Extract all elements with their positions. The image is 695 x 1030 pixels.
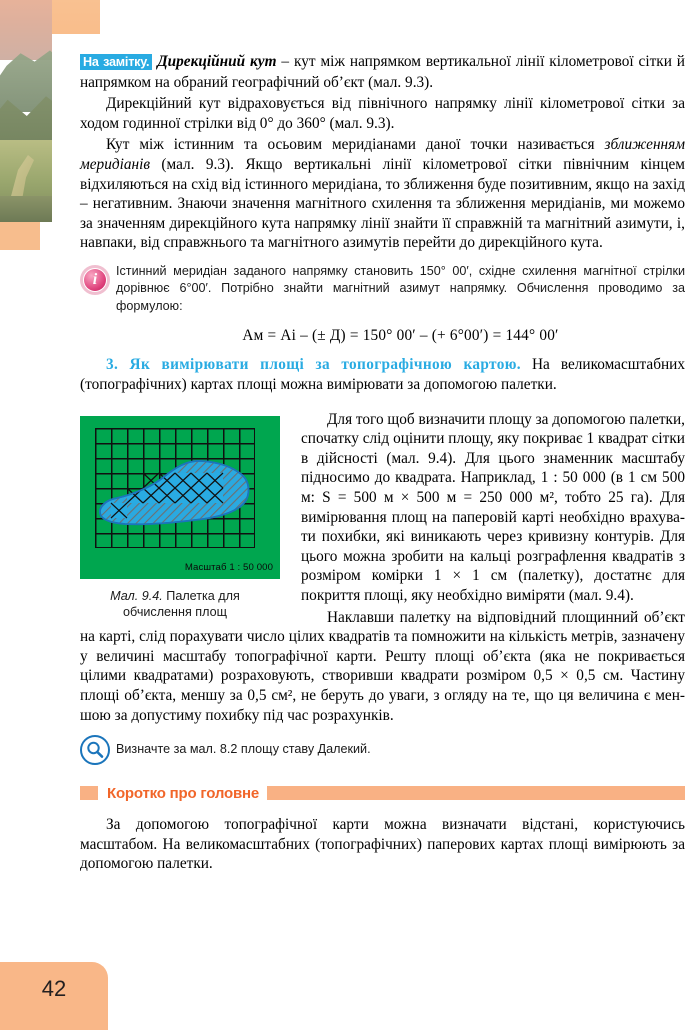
- summary-chip-left: [80, 786, 98, 800]
- note-term: Дирекційний кут: [157, 53, 277, 70]
- note-text: – кут між напрямком вертикальної лінії кілометрової сітки й напрямком на обраний географічний об’єкт (мал. 9.3).: [80, 53, 685, 91]
- magnifier-icon: [80, 735, 110, 765]
- paragraph-2: [80, 135, 685, 253]
- task-text: Визначте за мал. 8.2 площу ставу Далекий.: [116, 742, 371, 757]
- paragraph-3-wrapped: Для того щоб визначити площу за допомогою палетки, спочатку слід оцінити площу, яку покриває 1 квадрат сітки в дійсності (мал. 9.4). Для цього знаменник масштабу підносимо до квадрата. Наприклад, 1 : 50 000 (в 1 см 500 м: S = 500 м × 500 м = 250 000 м², тобто 25 га). Для вимірювання площ на паперовій карті необхідно врахувати похибки, які виникають через кривизну контурів. Для цього можна зробити на кальці розграфлення квадратів з розміром комірки 1 × 1 см (палетку), достатнє для покриття площі, яку необхідно виміряти (мал. 9.4).: [301, 410, 685, 604]
- figure-caption-text: Палетка для обчислення площ: [123, 588, 240, 619]
- paragraph-2-part-b: (мал. 9.3). Якщо вертикальні лінії кілометрової сітки північним кінцем відхиляються на схід від істинного меридіана, то зближення буде позитивним, якщо на захід – негативним. Знаючи значення магнітного схилення та зближення меридіанів, ми можемо за значенням дирекційного кута напрямку лінії знайти її справжній та магнітний азимути, і, навпаки, від справжнього та магнітного азимутів перейти до дирекційного кута.: [80, 155, 685, 252]
- summary-label: Коротко про головне: [107, 784, 259, 802]
- figure-palette: [80, 416, 280, 579]
- info-callout-text: Істинний меридіан заданого напрямку становить 150° 00′, східне схилення магнітної стрілки дорівнює 6°00′. Потрібно знайти магнітний азимут напрямку. Обчислення проводимо за формулою:: [116, 263, 685, 313]
- task-block: [80, 737, 685, 769]
- figure-caption-number: Мал. 9.4.: [110, 588, 163, 603]
- summary-bar-right: [267, 786, 685, 800]
- page-content: [80, 52, 685, 876]
- paragraph-1: Дирекційний кут відраховується від північного напрямку лінії кілометрової сітки за ходом годинної стрілки від 0° до 360° (мал. 9.3).: [80, 95, 685, 132]
- figure-scale-label: Масштаб 1 : 50 000: [184, 561, 273, 573]
- paragraph-4: Наклавши палетку на відповідний площинний об’єкт на карті, слід порахувати число цілих квадратів та помножити на кількість метрів, зазначену у величині масштабу топографічної карти. Решту площі об’єкта (яка не покривається цілими квадратами) розраховують, створивши квадрати розміром 0,5 × 0,5 см. Частину площі об’єкта, меншу за 0,5 см², не беруть до уваги, з огляду на те, що ця величина є меншою за допустиму похибку під час розрахунків.: [80, 608, 685, 724]
- section-heading-rest: На великомасштабних (топографічних) картах площі можна вимірювати за допомогою палетки.: [80, 356, 685, 393]
- formula: Ам = Аi – (± Д) = 150° 00′ – (+ 6°00′) = 144° 00′: [242, 327, 559, 345]
- summary-banner: [80, 783, 685, 803]
- section-heading: [80, 355, 685, 394]
- paragraph-2-italic: зближенням меридіанів: [80, 136, 685, 173]
- decorative-mid-band: [0, 222, 40, 250]
- figure-caption: [80, 588, 270, 620]
- summary-body: [80, 815, 685, 874]
- section-heading-title: 3. Як вимірювати площі за топографічною картою.: [106, 356, 521, 374]
- figure-lake-shape: [95, 428, 255, 548]
- page-number: 42: [41, 976, 67, 1001]
- landscape-photo: [0, 0, 52, 222]
- note-tag: На замітку.: [80, 54, 152, 70]
- info-callout: [80, 263, 685, 345]
- paragraph-2-part-a: Кут між істинним та осьовим меридіанами даної точки називається: [106, 136, 605, 154]
- note-paragraph: [80, 52, 685, 92]
- figure-block: [80, 416, 285, 620]
- info-icon: i: [80, 265, 110, 295]
- summary-text: За допомогою топографічної карти можна визначати відстані, користуючись масштабом. На великомасштабних (топографічних) паперових картах площі вимірюють за допомогою палетки.: [80, 816, 685, 873]
